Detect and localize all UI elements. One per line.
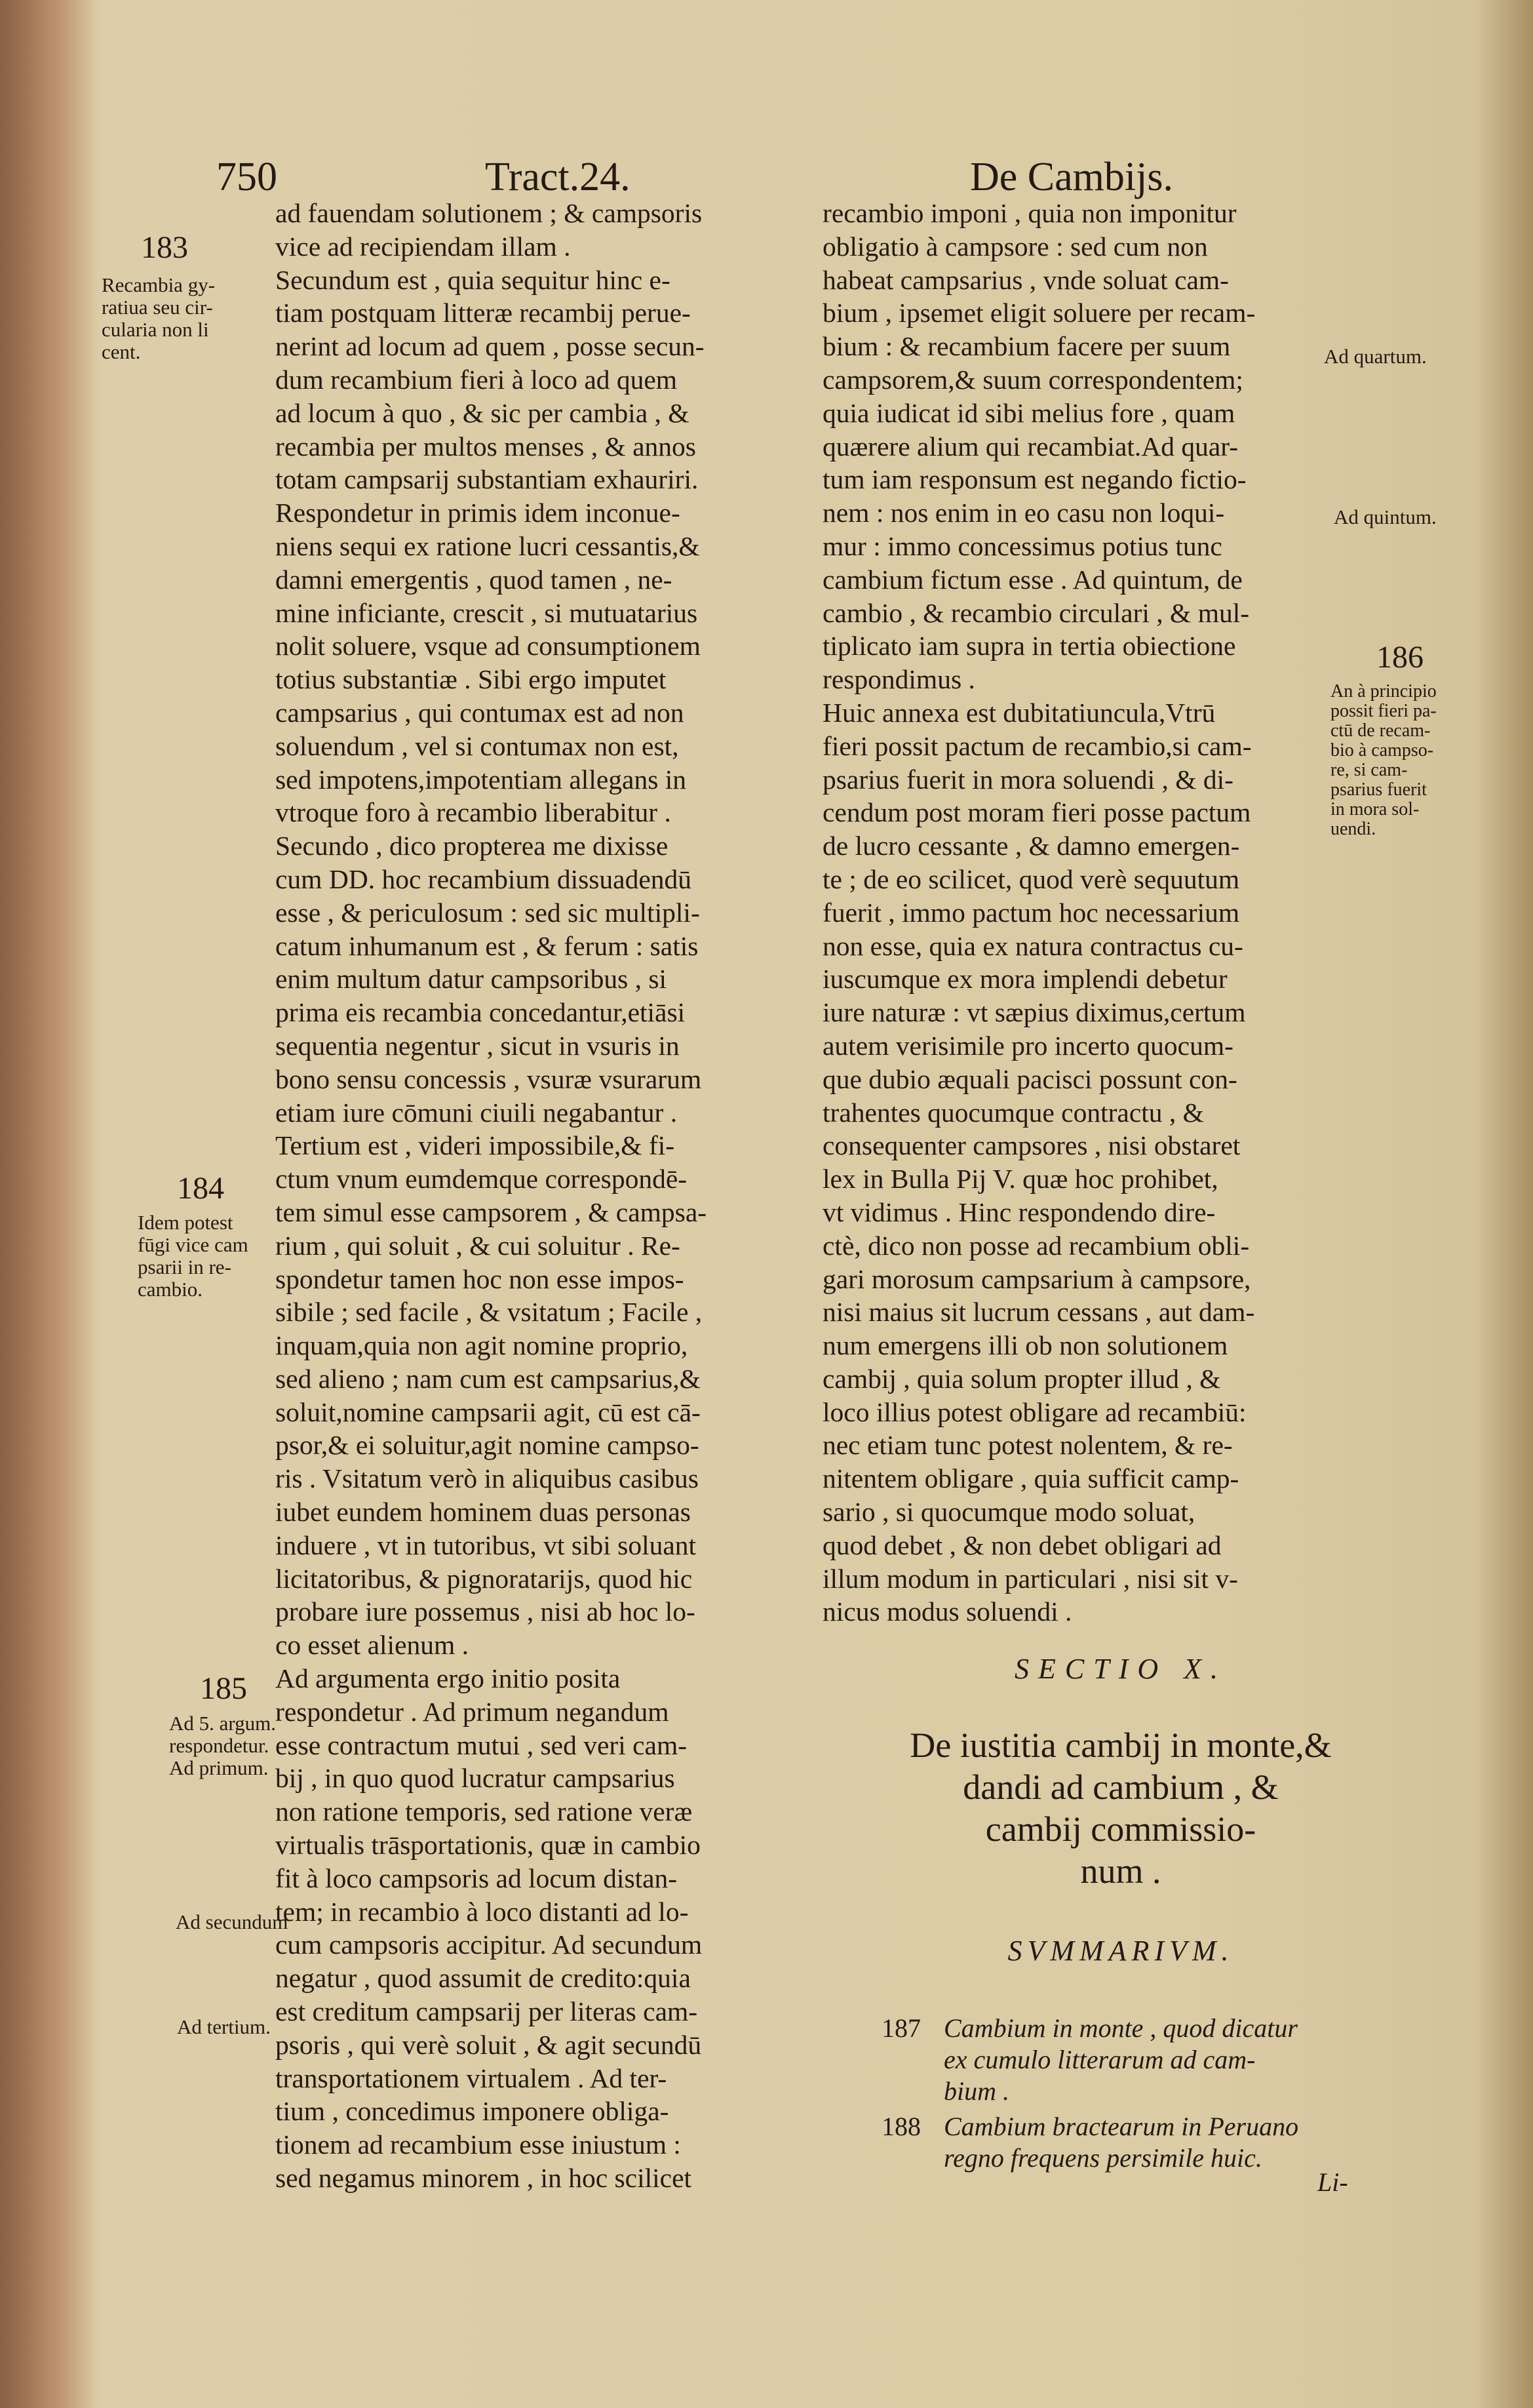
text-line: consequenter campsores , nisi obstaret: [823, 1130, 1241, 1161]
summary-item: 188 Cambium bractearum in Peruano regno frequens persimile huic.: [882, 2112, 1299, 2173]
text-line: totius substantiæ . Sibi ergo imputet: [275, 664, 667, 695]
text-line: nerint ad locum ad quem , posse secun-: [275, 331, 705, 362]
text-line: iuscumque ex mora implendi debetur: [823, 964, 1228, 995]
text-line: Secundum est , quia sequitur hinc e-: [275, 264, 670, 295]
right-text-column: [823, 197, 1347, 1628]
text-line: te ; de eo scilicet, quod verè sequutum: [823, 863, 1240, 894]
text-line: quærere alium qui recambiat.Ad quar-: [823, 431, 1239, 462]
text-line: Ad argumenta ergo initio posita: [275, 1663, 621, 1694]
margin-note: An à principio possit fieri pa- ctū de recam- bio à campso- re, si cam- psarius fuerit in mora sol- uendi.: [1330, 681, 1437, 839]
text-line: esse contractum mutui , sed veri cam-: [275, 1729, 688, 1760]
text-line: tiplicato iam supra in tertia obiectione: [823, 631, 1236, 661]
text-line: prima eis recambia concedantur,etiāsi: [275, 997, 686, 1028]
text-line: totam campsarij substantiam exhauriri.: [275, 464, 699, 495]
text-line: obligatio à campsore : sed cum non: [823, 231, 1208, 262]
text-line: probare iure possemus , nisi ab hoc lo-: [275, 1596, 695, 1627]
text-line: sed negamus minorem , in hoc scilicet: [275, 2163, 692, 2194]
text-line: loco illius potest obligare ad recambiū:: [823, 1396, 1247, 1427]
text-line: quod debet , & non debet obligari ad: [823, 1530, 1222, 1560]
text-line: licitatoribus, & pignoratarijs, quod hic: [275, 1563, 693, 1594]
text-line: quia iudicat id sibi melius fore , quam: [823, 397, 1235, 428]
text-line: cambium fictum esse . Ad quintum, de: [823, 564, 1243, 595]
section-title: De iustitia cambij in monte,& dandi ad cambium , & cambij commissio- num .: [910, 1726, 1332, 1891]
text-line: cambio , & recambio circulari , & mul-: [823, 597, 1250, 628]
text-line: bium : & recambium facere per suum: [823, 331, 1231, 362]
text-line: tum iam responsum est negando fictio-: [823, 464, 1247, 495]
text-line: ad locum à quo , & sic per cambia , &: [275, 397, 689, 428]
text-line: tionem ad recambium esse iniustum :: [275, 2129, 681, 2160]
text-line: spondetur tamen hoc non esse impos-: [275, 1263, 684, 1294]
page-number: 750: [216, 155, 277, 199]
margin-note: Ad quartum.: [1324, 345, 1427, 368]
text-line: ctum vnum eumdemque correspondē-: [275, 1164, 688, 1194]
text-line: habeat campsarius , vnde soluat cam-: [823, 264, 1229, 295]
text-line: psarius fuerit in mora soluendi , & di-: [823, 764, 1233, 795]
text-line: tem simul esse campsorem , & campsa-: [275, 1196, 707, 1227]
text-line: cum campsoris accipitur. Ad secundum: [275, 1929, 703, 1960]
text-line: tium , concedimus imponere obliga-: [275, 2096, 669, 2127]
text-line: ad fauendam solutionem ; & campsoris: [275, 198, 703, 228]
text-line: Secundo , dico propterea me dixisse: [275, 831, 669, 861]
text-line: catum inhumanum est , & ferum : satis: [275, 930, 699, 961]
text-line: non esse, quia ex natura contractus cu-: [823, 930, 1243, 961]
text-line: nisi maius sit lucrum cessans , aut dam-: [823, 1297, 1255, 1328]
binding-edge: [0, 0, 98, 2408]
text-line: Tertium est , videri impossibile,& fi-: [275, 1130, 675, 1161]
margin-number: 185: [200, 1671, 247, 1706]
text-line: Huic annexa est dubitatiuncula,Vtrū: [823, 697, 1216, 728]
running-tract: Tract.24.: [485, 155, 631, 199]
text-line: transportationem virtualem . Ad ter-: [275, 2063, 667, 2093]
text-line: psor,& ei soluitur,agit nomine campso-: [275, 1430, 699, 1461]
running-header: [216, 151, 1226, 203]
text-line: cum DD. hoc recambium dissuadendū: [275, 863, 692, 894]
text-line: bij , in quo quod lucratur campsarius: [275, 1763, 675, 1794]
margin-note: Idem potest fūgi vice cam psarii in re- cambio.: [138, 1211, 248, 1301]
text-line: co esset alienum .: [275, 1630, 469, 1661]
text-line: sibile ; sed facile , & vsitatum ; Facile ,: [275, 1297, 703, 1328]
text-line: mur : immo concessimus potius tunc: [823, 530, 1222, 561]
text-line: inquam,quia non agit nomine proprio,: [275, 1330, 688, 1361]
running-title: De Cambijs.: [970, 155, 1173, 199]
text-line: nicus modus soluendi .: [823, 1596, 1072, 1627]
text-line: dum recambium fieri à loco ad quem: [275, 364, 678, 395]
text-line: num emergens illi ob non solutionem: [823, 1330, 1228, 1361]
text-line: autem verisimile pro incerto quocum-: [823, 1030, 1233, 1061]
text-line: tem; in recambio à loco distanti ad lo-: [275, 1896, 689, 1927]
text-line: respondimus .: [823, 664, 975, 695]
text-line: enim multum datur campsoribus , si: [275, 964, 667, 995]
summary-heading: SVMMARIVM.: [1007, 1935, 1234, 1967]
margin-note: Ad secundum: [176, 1910, 288, 1933]
text-line: soluit,nomine campsarii agit, cū est cā-: [275, 1396, 701, 1427]
text-line: respondetur . Ad primum negandum: [275, 1696, 669, 1727]
text-line: fit à loco campsoris ad locum distan-: [275, 1863, 678, 1893]
text-line: nem : nos enim in eo casu non loqui-: [823, 498, 1225, 528]
text-line: psoris , qui verè soluit , & agit secundū: [275, 2029, 702, 2060]
text-line: campsarius , qui contumax est ad non: [275, 697, 684, 728]
left-text-column: [275, 197, 845, 2195]
margin-number: 186: [1376, 640, 1424, 675]
margin-note: Ad 5. argum. respondetur. Ad primum.: [169, 1712, 277, 1779]
text-line: vt vidimus . Hinc respondendo dire-: [823, 1196, 1216, 1227]
text-line: nolit soluere, vsque ad consumptionem: [275, 631, 701, 661]
text-line: virtualis trāsportationis, quæ in cambio: [275, 1830, 701, 1861]
text-line: non ratione temporis, sed ratione veræ: [275, 1796, 693, 1827]
text-line: est creditum campsarij per literas cam-: [275, 1996, 698, 2027]
text-line: lex in Bulla Pij V. quæ hoc prohibet,: [823, 1164, 1218, 1194]
text-line: trahentes quocumque contractu , &: [823, 1097, 1204, 1128]
text-line: rium , qui soluit , & cui soluitur . Re-: [275, 1230, 680, 1261]
text-line: vice ad recipiendam illam .: [275, 231, 571, 262]
margin-number: 183: [141, 230, 188, 265]
text-line: iure naturæ : vt sæpius diximus,certum: [823, 997, 1246, 1028]
text-line: illum modum in particulari , nisi sit v-: [823, 1563, 1238, 1594]
text-line: bium , ipsemet eligit soluere per recam-: [823, 298, 1256, 328]
text-line: sed impotens,impotentiam allegans in: [275, 764, 686, 795]
margin-number: 184: [177, 1171, 224, 1206]
text-line: de lucro cessante , & damno emergen-: [823, 831, 1240, 861]
margin-note: Ad tertium.: [177, 2015, 271, 2038]
section-heading: SECTIO X.: [1015, 1653, 1227, 1685]
summary-item: 187 Cambium in monte , quod dicatur ex cumulo litterarum ad cam- bium .: [882, 2013, 1298, 2106]
text-line: ris . Vsitatum verò in aliquibus casibus: [275, 1463, 699, 1494]
text-line: gari morosum campsarium à campsore,: [823, 1263, 1251, 1294]
text-line: recambio imponi , quia non imponitur: [823, 198, 1237, 228]
text-line: que dubio æquali pacisci possunt con-: [823, 1063, 1237, 1094]
text-line: tiam postquam litteræ recambij perue-: [275, 298, 691, 328]
text-line: esse , & periculosum : sed sic multipli-: [275, 897, 700, 928]
text-line: vtroque foro à recambio liberabitur .: [275, 797, 671, 828]
text-line: etiam iure cōmuni ciuili negabantur .: [275, 1097, 678, 1128]
text-line: nitentem obligare , quia sufficit camp-: [823, 1463, 1239, 1494]
text-line: nec etiam tunc potest nolentem, & re-: [823, 1430, 1233, 1461]
margin-note: Ad quintum.: [1334, 505, 1437, 528]
text-line: cendum post moram fieri posse pactum: [823, 797, 1251, 828]
text-line: recambia per multos menses , & annos: [275, 431, 696, 462]
text-line: induere , vt in tutoribus, vt sibi soluant: [275, 1530, 697, 1560]
text-line: bono sensu concessis , vsuræ vsurarum: [275, 1063, 702, 1094]
text-line: cambij , quia solum propter illud , &: [823, 1363, 1221, 1394]
text-line: ctè, dico non posse ad recambium obli-: [823, 1230, 1250, 1261]
text-line: soluendum , vel si contumax non est,: [275, 730, 679, 761]
text-line: niens sequi ex ratione lucri cessantis,&: [275, 530, 700, 561]
text-line: negatur , quod assumit de credito:quia: [275, 1963, 691, 1994]
text-line: iubet eundem hominem duas personas: [275, 1497, 691, 1528]
text-line: mine inficiante, crescit , si mutuatarius: [275, 597, 698, 628]
text-line: fieri possit pactum de recambio,si cam-: [823, 730, 1252, 761]
text-line: sed alieno ; nam cum est campsarius,&: [275, 1363, 701, 1394]
text-line: fuerit , immo pactum hoc necessarium: [823, 897, 1240, 928]
text-line: damni emergentis , quod tamen , ne-: [275, 564, 672, 595]
margin-note: Recambia gy- ratiua seu cir- cularia non li cent.: [102, 273, 216, 363]
text-line: sequentia negentur , sicut in vsuris in: [275, 1030, 680, 1061]
text-line: sario , si quocumque modo soluat,: [823, 1497, 1195, 1528]
catchword: Li-: [1317, 2167, 1348, 2197]
text-line: Respondetur in primis idem inconue-: [275, 498, 680, 528]
text-line: campsorem,& suum correspondentem;: [823, 364, 1243, 395]
